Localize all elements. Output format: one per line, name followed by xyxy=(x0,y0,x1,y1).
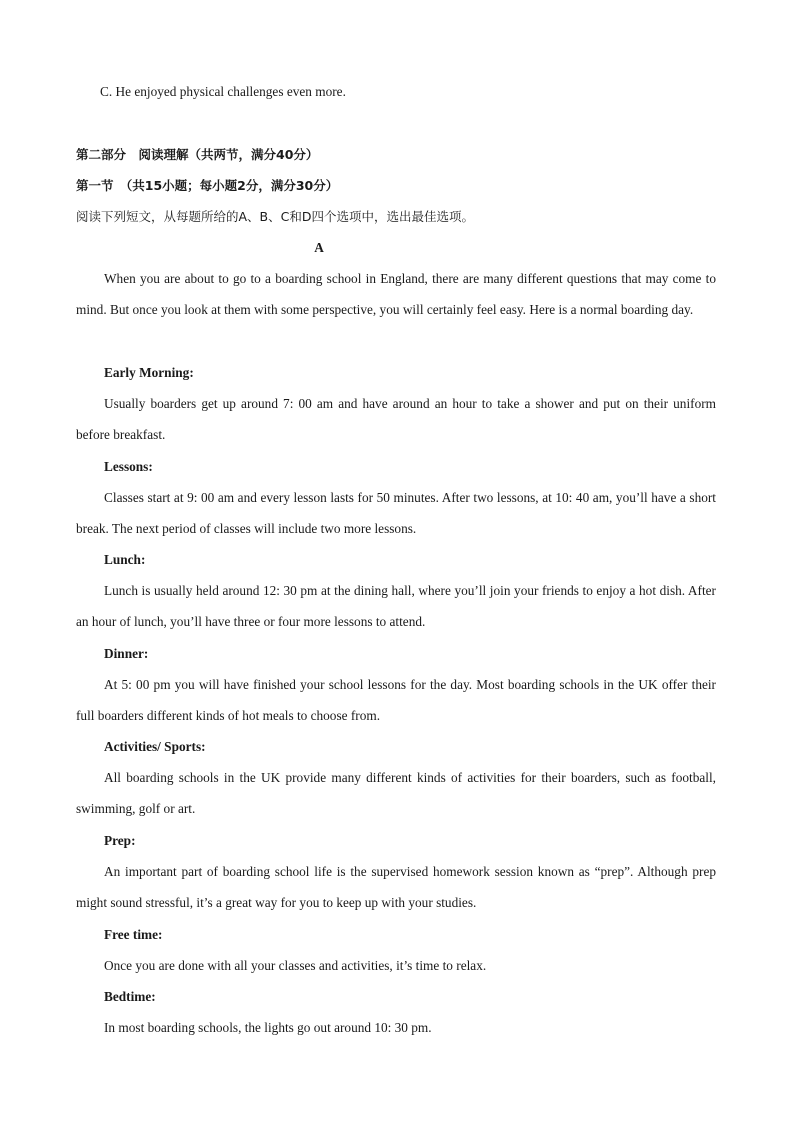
text-free-time: Once you are done with all your classes and activities, it’s time to relax. xyxy=(104,958,487,973)
option-c-line: C. He enjoyed physical challenges even more. xyxy=(100,84,346,99)
text-bedtime: In most boarding schools, the lights go out around 10: 30 pm. xyxy=(104,1020,432,1035)
text-dinner: At 5: 00 pm you will have finished your school lessons for the day. Most boarding schools in the UK offer their full boarders different kinds of hot meals to choose from. xyxy=(76,677,716,723)
heading-activities: Activities/ Sports: xyxy=(104,739,206,754)
text-early-morning: Usually boarders get up around 7: 00 am and have around an hour to take a shower and put on their uniform before breakfast. xyxy=(76,396,716,442)
part2-title: 第二部分 阅读理解（共两节，满分40分） xyxy=(76,147,319,162)
instructions: 阅读下列短文，从每题所给的A、B、C和D四个选项中，选出最佳选项。 xyxy=(76,209,474,224)
heading-lessons: Lessons: xyxy=(104,459,153,474)
heading-early-morning: Early Morning: xyxy=(104,365,194,380)
text-prep: An important part of boarding school life is the supervised homework session known as “prep”. Although prep might sound stressful, it’s a great way for you to keep up with your studies. xyxy=(76,864,716,910)
heading-lunch: Lunch: xyxy=(104,552,146,567)
text-lessons: Classes start at 9: 00 am and every lesson lasts for 50 minutes. After two lessons, at 10: 40 am, you’ll have a short break. The next period of classes will include two more lessons. xyxy=(76,490,716,536)
intro-paragraph: When you are about to go to a boarding school in England, there are many different questions that may come to mind. But once you look at them with some perspective, you will certainly feel easy. Here is a normal boarding day. xyxy=(76,271,716,317)
heading-free-time: Free time: xyxy=(104,927,163,942)
text-lunch: Lunch is usually held around 12: 30 pm at the dining hall, where you’ll join your friends to enjoy a hot dish. After an hour of lunch, you’ll have three or four more lessons to attend. xyxy=(76,583,716,629)
text-activities: All boarding schools in the UK provide many different kinds of activities for their boarders, such as football, swimming, golf or art. xyxy=(76,770,716,816)
passage-label: A xyxy=(314,240,324,255)
heading-prep: Prep: xyxy=(104,833,136,848)
heading-dinner: Dinner: xyxy=(104,646,149,661)
section1-title: 第一节 （共15小题；每小题2分，满分30分） xyxy=(76,178,339,193)
heading-bedtime: Bedtime: xyxy=(104,989,156,1004)
